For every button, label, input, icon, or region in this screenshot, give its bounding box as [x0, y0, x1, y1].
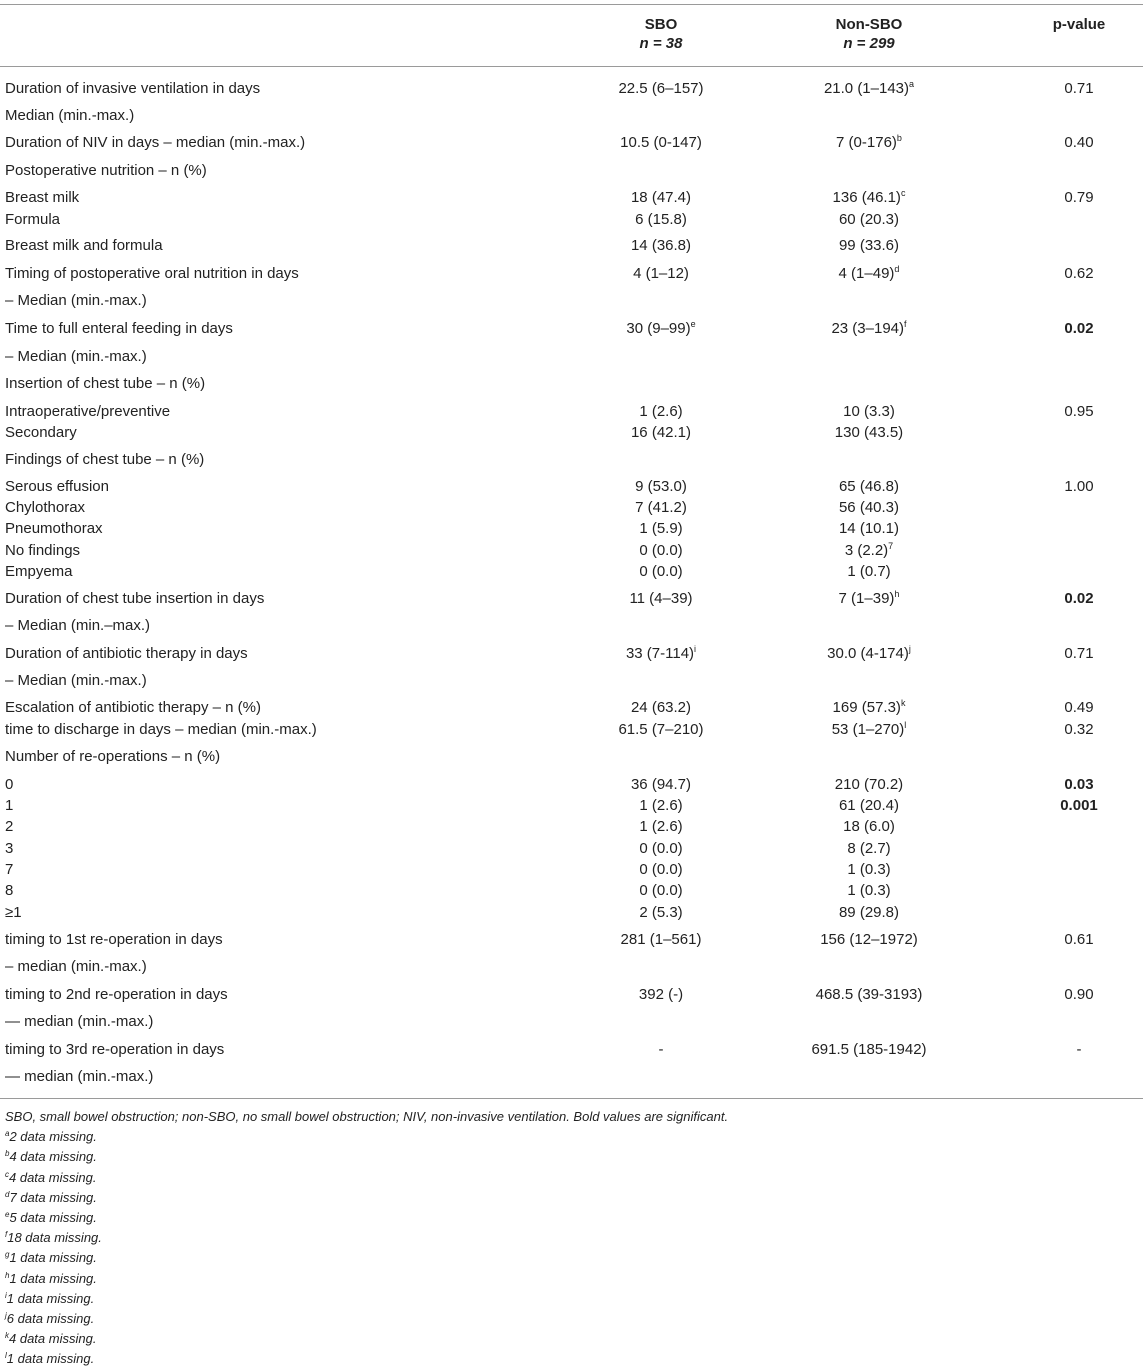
- footnote-text: 5 data missing.: [9, 1210, 97, 1225]
- p-value-text: 0.001: [1060, 797, 1098, 814]
- nonsbo-value: [769, 699, 969, 717]
- row-label-text: – Median (min.-max.): [5, 292, 147, 309]
- sbo-value-text: 18 (47.4): [630, 189, 692, 206]
- row-label: [5, 292, 147, 310]
- row-label-text: Time to full enteral feeding in days: [5, 320, 233, 337]
- footnote-item: [5, 1350, 94, 1367]
- row-label: [5, 320, 233, 338]
- row-label: [5, 348, 147, 366]
- nonsbo-value-text: 691.5 (185-1942): [811, 1041, 927, 1058]
- row-label: [5, 265, 299, 283]
- sbo-value: [561, 590, 761, 608]
- footnote-marker: e: [5, 1210, 10, 1219]
- row-label: [5, 986, 228, 1004]
- sbo-value: [561, 1041, 761, 1059]
- nonsbo-value-text: 130 (43.5): [834, 424, 904, 441]
- sbo-value-text: 9 (53.0): [635, 478, 687, 495]
- footnote-marker: 7: [888, 541, 894, 551]
- row-label-text: 3: [5, 840, 14, 857]
- p-value: [1029, 80, 1129, 98]
- sbo-value-text: 16 (42.1): [630, 424, 692, 441]
- table-top-rule: [0, 4, 1143, 5]
- footnote-marker: f: [5, 1230, 8, 1240]
- row-label-text: Duration of NIV in days – median (min.-max.): [5, 134, 306, 151]
- nonsbo-value-text: 8 (2.7): [847, 840, 891, 857]
- nonsbo-value-text: 169 (57.3): [832, 699, 901, 716]
- sbo-value: [561, 904, 761, 922]
- row-label: [5, 451, 204, 469]
- p-value-text: 0.49: [1064, 699, 1094, 716]
- footnote-marker: c: [5, 1169, 9, 1179]
- nonsbo-value-text: 1 (0.3): [847, 861, 891, 878]
- sbo-value-text: 4 (1–12): [633, 265, 689, 282]
- nonsbo-value: [769, 721, 969, 739]
- row-label-text: Formula: [5, 211, 61, 228]
- sbo-value: [561, 986, 761, 1004]
- row-label: [5, 80, 260, 98]
- row-label: [5, 1068, 153, 1086]
- sbo-value: [561, 645, 761, 663]
- sbo-value: [561, 840, 761, 858]
- sbo-value: [561, 237, 761, 255]
- sbo-value-text: 24 (63.2): [630, 699, 692, 716]
- row-label-text: Duration of chest tube insertion in days: [5, 590, 265, 607]
- nonsbo-value-text: 99 (33.6): [838, 237, 900, 254]
- row-label: [5, 721, 317, 739]
- sbo-value-text: 1 (2.6): [639, 403, 683, 420]
- row-label-text: 7: [5, 861, 14, 878]
- table-bottom-rule: [0, 1098, 1143, 1099]
- p-value-text: 0.03: [1064, 776, 1094, 793]
- row-label-text: Postoperative nutrition – n (%): [5, 162, 207, 179]
- row-label-text: Chylothorax: [5, 499, 86, 516]
- footnote-marker: d: [5, 1189, 10, 1199]
- sbo-value: [561, 211, 761, 229]
- sbo-value-text: 281 (1–561): [620, 931, 702, 948]
- row-label: [5, 375, 205, 393]
- p-value-text: 0.71: [1064, 645, 1094, 662]
- sbo-value-text: 14 (36.8): [630, 237, 692, 254]
- row-label: [5, 237, 163, 255]
- sbo-value-text: 10.5 (0-147): [620, 134, 702, 151]
- sbo-value-text: 0 (0.0): [639, 542, 683, 559]
- header-nonsbo-n: n = 299: [843, 35, 895, 52]
- footnote-item: [5, 1148, 97, 1165]
- nonsbo-value-text: 56 (40.3): [838, 499, 900, 516]
- nonsbo-value: [769, 563, 969, 581]
- footnote-marker: a: [909, 79, 915, 89]
- row-label-text: Pneumothorax: [5, 520, 103, 537]
- footnote-text: 4 data missing.: [9, 1331, 97, 1347]
- nonsbo-value-text: 89 (29.8): [838, 904, 900, 921]
- row-label: [5, 797, 13, 815]
- nonsbo-value-text: 1 (0.7): [847, 563, 891, 580]
- nonsbo-value: [769, 931, 969, 949]
- sbo-value: [561, 797, 761, 815]
- row-label: [5, 818, 13, 836]
- p-value: [1029, 986, 1129, 1004]
- footnote-text: 4 data missing.: [9, 1149, 97, 1165]
- nonsbo-value: [769, 211, 969, 229]
- footnote-text: 6 data missing.: [6, 1311, 95, 1326]
- sbo-value: [561, 320, 761, 338]
- sbo-value-text: 7 (41.2): [635, 499, 687, 516]
- footnote-text: 2 data missing.: [9, 1129, 97, 1145]
- row-label: [5, 542, 80, 560]
- row-label: [5, 134, 305, 152]
- row-label: [5, 107, 134, 125]
- row-label-text: — median (min.-max.): [5, 1068, 154, 1085]
- p-value-text: -: [1076, 1041, 1082, 1058]
- p-value: [1029, 320, 1129, 338]
- footnote-item: [5, 1330, 96, 1347]
- nonsbo-value: [769, 265, 969, 283]
- nonsbo-value-text: 14 (10.1): [838, 520, 900, 537]
- nonsbo-value: [769, 320, 969, 338]
- footnote-marker: f: [904, 319, 907, 329]
- header-sbo-n: n = 38: [639, 35, 683, 52]
- header-pvalue: [1029, 15, 1129, 34]
- footnote-text: 1 data missing.: [9, 1270, 97, 1286]
- row-label: [5, 211, 60, 229]
- row-label-text: Number of re-operations – n (%): [5, 748, 221, 765]
- row-label-text: ≥1: [5, 904, 22, 921]
- row-label: [5, 162, 207, 180]
- nonsbo-value: [769, 237, 969, 255]
- footnote-item: [5, 1249, 97, 1266]
- nonsbo-value: [769, 1041, 969, 1059]
- footnote-item: [5, 1229, 102, 1246]
- row-label: [5, 931, 223, 949]
- row-label-text: Empyema: [5, 563, 73, 580]
- header-nonsbo: [769, 15, 969, 53]
- row-label-text: 8: [5, 882, 14, 899]
- row-label-text: Findings of chest tube – n (%): [5, 451, 205, 468]
- row-label-text: – Median (min.-max.): [5, 348, 147, 365]
- nonsbo-value: [769, 776, 969, 794]
- nonsbo-value-text: 18 (6.0): [843, 818, 895, 835]
- nonsbo-value-text: 156 (12–1972): [820, 931, 918, 948]
- row-label: [5, 672, 147, 690]
- p-value-text: 0.02: [1064, 320, 1094, 337]
- row-label: [5, 590, 264, 608]
- p-value: [1029, 134, 1129, 152]
- sbo-value: [561, 931, 761, 949]
- row-label-text: time to discharge in days – median (min.-max.): [5, 721, 317, 738]
- footnote-marker: i: [5, 1290, 7, 1300]
- sbo-value: [561, 499, 761, 517]
- p-value-text: 0.02: [1064, 590, 1094, 607]
- nonsbo-value: [769, 904, 969, 922]
- p-value: [1029, 590, 1129, 608]
- row-label: [5, 882, 13, 900]
- footnote-marker: j: [5, 1311, 7, 1320]
- row-label-text: timing to 2nd re-operation in days: [5, 986, 228, 1003]
- row-label: [5, 617, 150, 635]
- header-sbo: [561, 15, 761, 53]
- nonsbo-value-text: 53 (1–270): [831, 721, 905, 738]
- sbo-value: [561, 403, 761, 421]
- p-value-text: 0.32: [1064, 721, 1094, 738]
- footnote-text: 1 data missing.: [9, 1250, 97, 1266]
- footnote-marker: l: [5, 1351, 7, 1361]
- nonsbo-value-text: 10 (3.3): [843, 403, 895, 420]
- sbo-value-text: 0 (0.0): [639, 563, 683, 580]
- nonsbo-value: [769, 424, 969, 442]
- sbo-value-text: 11 (4–39): [629, 590, 693, 607]
- sbo-value-text: 1 (2.6): [639, 797, 683, 814]
- nonsbo-value: [769, 840, 969, 858]
- p-value-text: 0.61: [1064, 931, 1094, 948]
- row-label-text: 0: [5, 776, 14, 793]
- sbo-value: [561, 134, 761, 152]
- p-value-text: 0.71: [1064, 80, 1094, 97]
- sbo-value: [561, 882, 761, 900]
- p-value: [1029, 478, 1129, 496]
- p-value-text: 0.62: [1064, 265, 1094, 282]
- row-label-text: timing to 3rd re-operation in days: [5, 1041, 225, 1058]
- footnote-marker: h: [5, 1270, 10, 1280]
- p-value: [1029, 189, 1129, 207]
- row-label-text: Duration of invasive ventilation in days: [5, 80, 261, 97]
- sbo-value-text: 0 (0.0): [639, 840, 683, 857]
- sbo-value-text: 6 (15.8): [635, 211, 687, 228]
- p-value-text: 0.95: [1064, 403, 1094, 420]
- nonsbo-value: [769, 797, 969, 815]
- nonsbo-value-text: 7 (0-176): [836, 134, 897, 151]
- row-label-text: No findings: [5, 542, 81, 559]
- nonsbo-value: [769, 134, 969, 152]
- sbo-value-text: 36 (94.7): [630, 776, 692, 793]
- row-label: [5, 520, 103, 538]
- row-label: [5, 699, 261, 717]
- footnote-marker: g: [5, 1250, 10, 1260]
- p-value: [1029, 699, 1129, 717]
- nonsbo-value-text: 61 (20.4): [838, 797, 900, 814]
- footnote-abbreviations: [5, 1108, 728, 1125]
- nonsbo-value: [769, 818, 969, 836]
- nonsbo-value-text: 7 (1–39): [838, 590, 895, 607]
- footnote-item: [5, 1189, 97, 1206]
- row-label: [5, 958, 147, 976]
- sbo-value-text: 22.5 (6–157): [618, 80, 704, 97]
- nonsbo-value-text: 1 (0.3): [847, 882, 891, 899]
- row-label: [5, 189, 79, 207]
- p-value: [1029, 776, 1129, 794]
- nonsbo-value-text: 210 (70.2): [834, 776, 904, 793]
- nonsbo-value-text: 23 (3–194): [831, 320, 905, 337]
- footnote-marker: j: [908, 644, 911, 654]
- row-label-text: Breast milk and formula: [5, 237, 163, 254]
- sbo-value: [561, 542, 761, 560]
- nonsbo-value-text: 60 (20.3): [838, 211, 900, 228]
- sbo-value-text: 2 (5.3): [639, 904, 683, 921]
- p-value: [1029, 645, 1129, 663]
- nonsbo-value-text: 136 (46.1): [832, 189, 901, 206]
- row-label: [5, 840, 13, 858]
- sbo-value: [561, 721, 761, 739]
- sbo-value: [561, 861, 761, 879]
- row-label-text: — median (min.-max.): [5, 1013, 154, 1030]
- nonsbo-value: [769, 189, 969, 207]
- row-label: [5, 776, 13, 794]
- nonsbo-value: [769, 882, 969, 900]
- row-label: [5, 1041, 224, 1059]
- sbo-value-text: 33 (7-114): [625, 645, 695, 662]
- nonsbo-value: [769, 645, 969, 663]
- sbo-value: [561, 563, 761, 581]
- sbo-value-text: 0 (0.0): [639, 882, 683, 899]
- sbo-value: [561, 818, 761, 836]
- nonsbo-value: [769, 861, 969, 879]
- nonsbo-value-text: 30.0 (4-174): [827, 645, 909, 662]
- header-rule: [0, 66, 1143, 67]
- sbo-value-text: 0 (0.0): [639, 861, 683, 878]
- row-label-text: Breast milk: [5, 189, 80, 206]
- sbo-value: [561, 80, 761, 98]
- footnote-marker: d: [894, 264, 900, 274]
- p-value-text: 0.90: [1064, 986, 1094, 1003]
- row-label-text: 1: [5, 797, 14, 814]
- footnote-item: [5, 1290, 94, 1307]
- sbo-value: [561, 424, 761, 442]
- nonsbo-value: [769, 520, 969, 538]
- sbo-value: [561, 265, 761, 283]
- footnote-item: [5, 1209, 97, 1226]
- p-value-text: 0.79: [1064, 189, 1094, 206]
- header-nonsbo-label: Non-SBO: [835, 16, 903, 33]
- nonsbo-value: [769, 403, 969, 421]
- p-value-text: 0.40: [1064, 134, 1094, 151]
- footnote-text: SBO, small bowel obstruction; non-SBO, no small bowel obstruction; NIV, non-invasive ventilation. Bold values are significant.: [5, 1109, 729, 1124]
- sbo-value: [561, 478, 761, 496]
- footnote-text: 4 data missing.: [9, 1169, 97, 1185]
- row-label-text: Intraoperative/preventive: [5, 403, 171, 420]
- sbo-value: [561, 189, 761, 207]
- nonsbo-value: [769, 986, 969, 1004]
- footnote-text: 7 data missing.: [9, 1189, 97, 1205]
- p-value-text: 1.00: [1064, 478, 1094, 495]
- p-value: [1029, 403, 1129, 421]
- row-label: [5, 563, 73, 581]
- nonsbo-value: [769, 499, 969, 517]
- sbo-value-text: 61.5 (7–210): [618, 721, 704, 738]
- footnote-marker: b: [5, 1149, 10, 1159]
- row-label: [5, 478, 109, 496]
- footnote-marker: l: [904, 720, 907, 730]
- footnote-text: 1 data missing.: [6, 1290, 95, 1306]
- row-label-text: – Median (min.-max.): [5, 672, 147, 689]
- row-label-text: Escalation of antibiotic therapy – n (%): [5, 699, 261, 716]
- sbo-value: [561, 776, 761, 794]
- footnote-marker: e: [690, 319, 696, 329]
- p-value: [1029, 797, 1129, 815]
- row-label-text: Secondary: [5, 424, 77, 441]
- row-label: [5, 645, 248, 663]
- p-value: [1029, 721, 1129, 739]
- row-label-text: – Median (min.–max.): [5, 617, 151, 634]
- sbo-value: [561, 699, 761, 717]
- footnote-marker: c: [900, 188, 906, 198]
- row-label-text: Duration of antibiotic therapy in days: [5, 645, 248, 662]
- row-label: [5, 424, 77, 442]
- row-label-text: timing to 1st re-operation in days: [5, 931, 223, 948]
- footnote-marker: k: [900, 698, 906, 708]
- nonsbo-value-text: 4 (1–49): [838, 265, 895, 282]
- header-sbo-label: SBO: [644, 16, 678, 33]
- sbo-value: [561, 520, 761, 538]
- footnote-item: [5, 1270, 97, 1287]
- footnote-marker: i: [694, 644, 697, 654]
- header-pvalue-label: p-value: [1052, 16, 1106, 33]
- footnote-marker: a: [5, 1129, 10, 1139]
- nonsbo-value: [769, 80, 969, 98]
- row-label: [5, 499, 85, 517]
- nonsbo-value-text: 65 (46.8): [838, 478, 900, 495]
- sbo-value-text: -: [658, 1041, 664, 1058]
- row-label: [5, 861, 13, 879]
- row-label-text: Median (min.-max.): [5, 107, 135, 124]
- p-value: [1029, 1041, 1129, 1059]
- p-value: [1029, 265, 1129, 283]
- nonsbo-value: [769, 590, 969, 608]
- sbo-value-text: 392 (-): [638, 986, 684, 1003]
- footnote-marker: k: [5, 1331, 9, 1341]
- p-value: [1029, 931, 1129, 949]
- row-label-text: Serous effusion: [5, 478, 109, 495]
- row-label: [5, 403, 170, 421]
- footnote-marker: b: [896, 133, 902, 143]
- nonsbo-value-text: 21.0 (1–143): [823, 80, 910, 97]
- row-label-text: Timing of postoperative oral nutrition in days: [5, 265, 299, 282]
- footnote-item: [5, 1128, 97, 1145]
- nonsbo-value-text: 468.5 (39-3193): [815, 986, 923, 1003]
- nonsbo-value: [769, 478, 969, 496]
- nonsbo-value-text: 3 (2.2): [844, 542, 889, 559]
- sbo-value-text: 1 (5.9): [639, 520, 683, 537]
- footnote-marker: h: [894, 589, 900, 599]
- row-label: [5, 904, 22, 922]
- nonsbo-value: [769, 542, 969, 560]
- footnote-item: [5, 1310, 94, 1327]
- row-label-text: Insertion of chest tube – n (%): [5, 375, 206, 392]
- row-label-text: 2: [5, 818, 14, 835]
- sbo-value-text: 1 (2.6): [639, 818, 683, 835]
- row-label-text: – median (min.-max.): [5, 958, 147, 975]
- sbo-value-text: 30 (9–99): [626, 320, 691, 337]
- row-label: [5, 1013, 153, 1031]
- row-label: [5, 748, 220, 766]
- footnote-text: 1 data missing.: [6, 1351, 95, 1367]
- footnote-text: 18 data missing.: [7, 1230, 102, 1246]
- footnote-item: [5, 1169, 96, 1186]
